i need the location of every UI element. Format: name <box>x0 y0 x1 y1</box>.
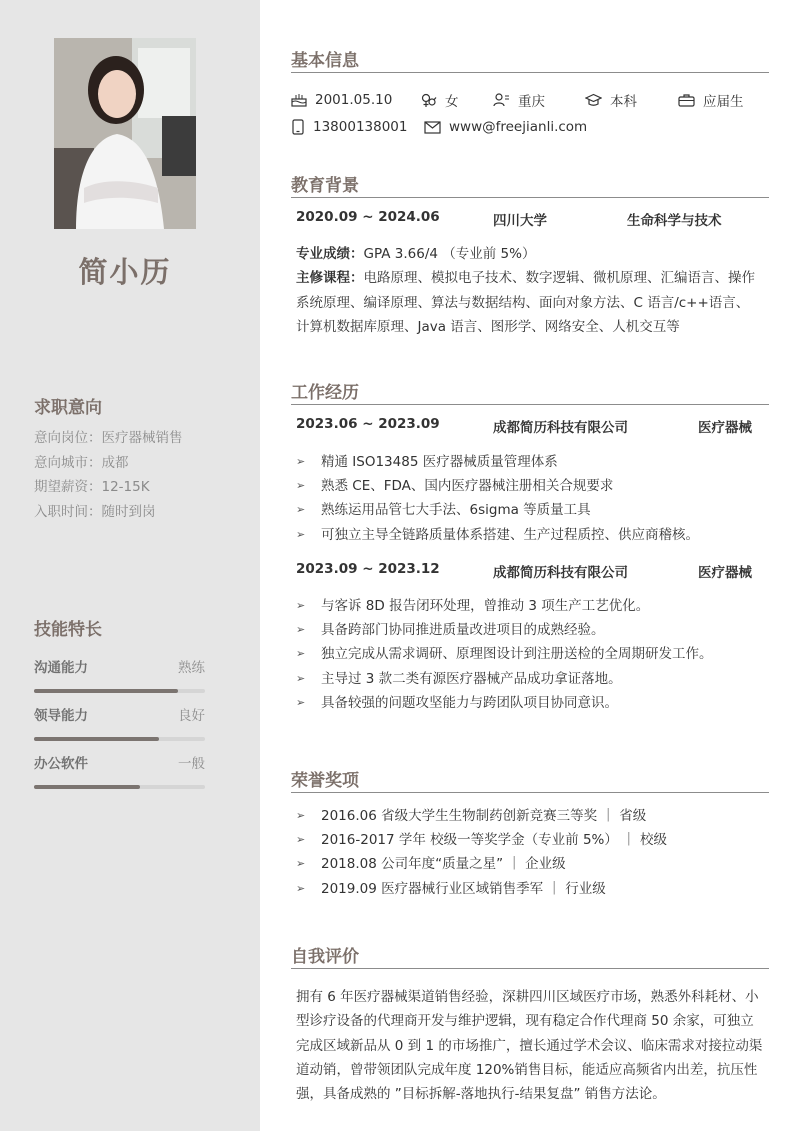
skill-item <box>34 752 205 789</box>
job-status: 应届生 <box>703 94 744 110</box>
skill-name: 领导能力 <box>34 708 88 724</box>
self-eval-line: 强，具备成熟的 ”目标拆解-落地执行-结果复盘” 销售方法论。 <box>296 1086 666 1103</box>
person-list-icon <box>493 93 510 107</box>
gpa-label: 专业成绩： <box>296 246 364 262</box>
education-period: 2020.09 ~ 2024.06 <box>296 209 440 225</box>
courses-label: 主修课程： <box>296 270 364 287</box>
section-title: 荣誉奖项 <box>291 766 769 793</box>
skill-item <box>34 656 205 693</box>
job-period: 2023.09 ~ 2023.12 <box>296 561 440 577</box>
cake-icon <box>291 93 307 107</box>
degree-item <box>585 90 678 110</box>
section-title: 教育背景 <box>291 171 769 198</box>
list-item: ➢ 2016.06 省级大学生生物制药创新竞赛三等奖 ｜ 省级 <box>296 804 667 828</box>
major-name: 生命科学与技术 <box>627 213 722 229</box>
list-item: ➢ 主导过 3 款二类有源医疗器械产品成功拿证落地。 <box>296 667 713 691</box>
home-city: 重庆 <box>518 94 545 110</box>
basic-info-section <box>291 46 769 73</box>
skill-level: 熟练 <box>178 660 205 676</box>
candidate-name: 简小历 <box>78 255 172 289</box>
section-title: 基本信息 <box>291 46 769 73</box>
gender-item <box>421 90 493 110</box>
education-details <box>296 242 770 339</box>
job-bullets <box>296 594 713 715</box>
job-bullets <box>296 450 699 547</box>
self-eval-text <box>296 985 770 1106</box>
work-section <box>291 378 769 405</box>
skill-level: 良好 <box>178 708 205 724</box>
skill-bar-fill <box>34 737 159 741</box>
self-eval-line: 型诊疗设备的代理商开发与维护逻辑，现有稳定合作代理商 50 余家，可独立 <box>296 1013 754 1030</box>
courses-line: 系统原理、编译原理、算法与数据结构、面向对象方法、C 语言/c++语言、 <box>296 294 750 311</box>
honors-list <box>296 804 667 901</box>
mail-icon <box>424 121 441 134</box>
gender: 女 <box>445 94 459 110</box>
self-eval-section <box>291 942 769 969</box>
courses-line: 电路原理、模拟电子技术、数字逻辑、微机原理、汇编语言、操作 <box>363 270 755 287</box>
skill-name: 沟通能力 <box>34 660 88 676</box>
self-eval-line: 拥有 6 年医疗器械渠道销售经验，深耕四川区域医疗市场，熟悉外科耗材、小 <box>296 989 759 1005</box>
gpa-value: GPA 3.66/4 （专业前 5%） <box>363 246 536 262</box>
phone-item <box>291 119 424 135</box>
job-role: 医疗器械 <box>698 565 752 581</box>
birth-date: 2001.05.10 <box>315 92 393 108</box>
intent-start-date: 入职时间：随时到岗 <box>34 503 156 520</box>
skill-bar-fill <box>34 689 178 693</box>
skill-level: 一般 <box>178 756 205 772</box>
list-item: ➢ 熟练运用品管七大手法、6sigma 等质量工具 <box>296 498 699 522</box>
skill-bar <box>34 737 205 741</box>
list-item: ➢ 独立完成从需求调研、原理图设计到注册送检的全周期研发工作。 <box>296 642 713 666</box>
skill-bar <box>34 785 205 789</box>
email-item <box>424 119 587 135</box>
list-item: ➢ 熟悉 CE、FDA、国内医疗器械注册相关合规要求 <box>296 474 699 498</box>
graduation-cap-icon <box>585 93 602 107</box>
portrait-photo-icon <box>54 38 196 229</box>
job-period: 2023.06 ~ 2023.09 <box>296 416 440 432</box>
job-intent-heading: 求职意向 <box>34 398 102 418</box>
self-eval-line: 完成区域新品从 0 到 1 的市场推广，擅长通过学术会议、临床需求对接拉动渠 <box>296 1037 763 1054</box>
education-section <box>291 171 769 198</box>
list-item: ➢ 2019.09 医疗器械行业区域销售季军 ｜ 行业级 <box>296 877 667 901</box>
city-item <box>493 90 585 110</box>
job-intent-list <box>34 426 183 524</box>
email-address: www@freejianli.com <box>449 119 588 135</box>
courses-line: 计算机数据库原理、Java 语言、图形学、网络安全、人机交互等 <box>296 318 680 335</box>
list-item: ➢ 可独立主导全链路质量体系搭建、生产过程质控、供应商稽核。 <box>296 523 699 547</box>
skill-item <box>34 704 205 741</box>
skill-name: 办公软件 <box>34 756 88 772</box>
list-item: ➢ 2018.08 公司年度“质量之星” ｜ 企业级 <box>296 852 667 876</box>
gender-icon <box>421 93 437 108</box>
section-title: 自我评价 <box>291 942 769 969</box>
profile-photo <box>54 38 196 229</box>
section-title: 工作经历 <box>291 378 769 405</box>
skills-heading: 技能特长 <box>34 620 102 640</box>
company-name: 成都简历科技有限公司 <box>493 420 628 436</box>
intent-position: 意向岗位：医疗器械销售 <box>34 430 183 446</box>
list-item: ➢ 具备跨部门协同推进质量改进项目的成熟经验。 <box>296 618 713 642</box>
school-name: 四川大学 <box>493 213 547 229</box>
list-item: ➢ 与客诉 8D 报告闭环处理，曾推动 3 项生产工艺优化。 <box>296 594 713 618</box>
basic-info-row-2 <box>291 119 587 135</box>
intent-salary: 期望薪资：12-15K <box>34 479 150 495</box>
list-item: ➢ 具备较强的问题攻坚能力与跨团队项目协同意识。 <box>296 691 713 715</box>
intent-city: 意向城市：成都 <box>34 454 129 471</box>
self-eval-line: 道动销，曾带领团队完成年度 120%销售目标，能适应高频省内出差，抗压性 <box>296 1061 758 1078</box>
honors-section <box>291 766 769 793</box>
degree: 本科 <box>610 94 637 110</box>
company-name: 成都简历科技有限公司 <box>493 565 628 581</box>
list-item: ➢ 2016-2017 学年 校级一等奖学金（专业前 5%） ｜ 校级 <box>296 828 667 852</box>
phone-number: 13800138001 <box>313 119 408 135</box>
phone-icon <box>291 119 305 135</box>
job-role: 医疗器械 <box>698 420 752 436</box>
briefcase-icon <box>678 93 695 107</box>
status-item <box>678 90 744 110</box>
skill-bar <box>34 689 205 693</box>
sidebar <box>0 0 260 1131</box>
basic-info-row-1 <box>291 90 744 110</box>
skill-bar-fill <box>34 785 140 789</box>
list-item: ➢ 精通 ISO13485 医疗器械质量管理体系 <box>296 450 699 474</box>
birth-item <box>291 92 421 108</box>
